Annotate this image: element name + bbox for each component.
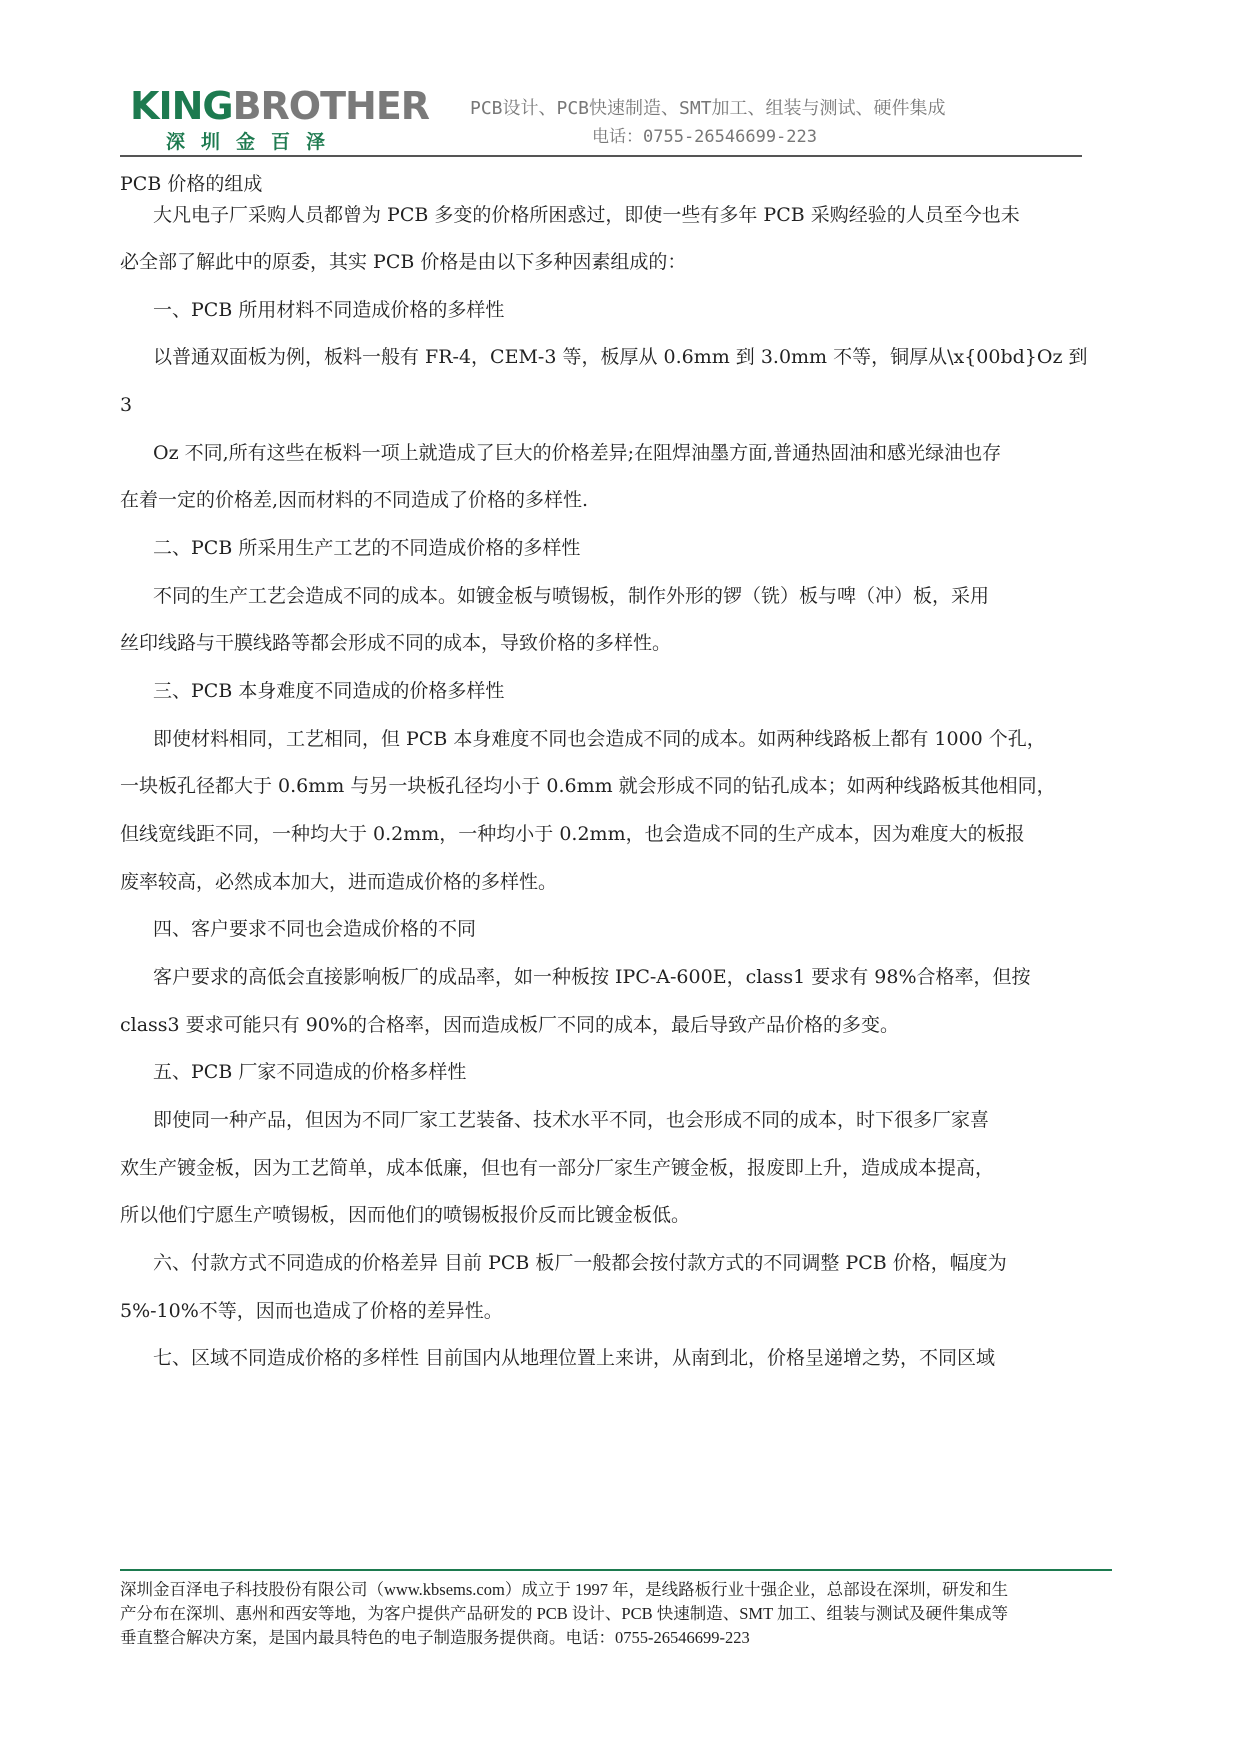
body-line: 客户要求的高低会直接影响板厂的成品率，如一种板按 IPC-A-600E，class1 要求有 98%合格率，但按 — [153, 966, 1031, 988]
body-line: 必全部了解此中的原委，其实 PCB 价格是由以下多种因素组成的： — [120, 251, 687, 273]
header-phone: 电话：0755-26546699-223 — [592, 127, 817, 147]
document-title: PCB 价格的组成 — [120, 173, 263, 195]
body-line: 即使同一种产品，但因为不同厂家工艺装备、技术水平不同，也会形成不同的成本，时下很多厂家喜 — [153, 1109, 990, 1131]
body-line: 3 — [120, 394, 133, 416]
body-line: 大凡电子厂采购人员都曾为 PCB 多变的价格所困惑过，即使一些有多年 PCB 采购经验的人员至今也未 — [153, 204, 1020, 226]
section-heading: 三、PCB 本身难度不同造成的价格多样性 — [153, 680, 505, 702]
body-line: 丝印线路与干膜线路等都会形成不同的成本，导致价格的多样性。 — [120, 632, 672, 654]
body-line: 在着一定的价格差,因而材料的不同造成了价格的多样性. — [120, 489, 589, 511]
logo-brother-text: BROTHER — [232, 84, 430, 128]
section-heading: 七、区域不同造成价格的多样性 目前国内从地理位置上来讲，从南到北，价格呈递增之势，不同区域 — [153, 1347, 996, 1369]
company-logo — [130, 84, 430, 154]
logo-king-text: KING — [130, 84, 233, 128]
footer-line: 垂直整合解决方案，是国内最具特色的电子制造服务提供商。电话：0755-26546699-223 — [120, 1628, 750, 1647]
body-line: 不同的生产工艺会造成不同的成本。如镀金板与喷锡板，制作外形的锣（铣）板与啤（冲）板，采用 — [153, 585, 990, 607]
body-line: 所以他们宁愿生产喷锡板，因而他们的喷锡板报价反而比镀金板低。 — [120, 1204, 691, 1226]
footer-divider — [120, 1569, 1112, 1571]
section-heading: 五、PCB 厂家不同造成的价格多样性 — [153, 1061, 467, 1083]
body-line: 一块板孔径都大于 0.6mm 与另一块板孔径均小于 0.6mm 就会形成不同的钻孔成本；如两种线路板其他相同， — [120, 775, 1056, 797]
section-heading: 一、PCB 所用材料不同造成价格的多样性 — [153, 299, 505, 321]
page-footer — [120, 1578, 1120, 1650]
body-line: 欢生产镀金板，因为工艺简单，成本低廉，但也有一部分厂家生产镀金板，报废即上升，造成成本提高， — [120, 1157, 995, 1179]
header-divider — [120, 155, 1082, 157]
page-header — [0, 0, 1241, 160]
footer-line: 深圳金百泽电子科技股份有限公司（www.kbsems.com）成立于 1997 年，是线路板行业十强企业，总部设在深圳，研发和生 — [120, 1580, 1009, 1599]
logo-wordmark — [130, 84, 430, 128]
body-line: Oz 不同,所有这些在板料一项上就造成了巨大的价格差异;在阻焊油墨方面,普通热固油和感光绿油也存 — [153, 442, 1002, 464]
section-heading: 六、付款方式不同造成的价格差异 目前 PCB 板厂一般都会按付款方式的不同调整 PCB 价格，幅度为 — [153, 1252, 1007, 1274]
footer-line: 产分布在深圳、惠州和西安等地，为客户提供产品研发的 PCB 设计、PCB 快速制造、SMT 加工、组装与测试及硬件集成等 — [120, 1604, 1009, 1623]
body-line: 即使材料相同，工艺相同，但 PCB 本身难度不同也会造成不同的成本。如两种线路板上都有 1000 个孔， — [153, 728, 1046, 750]
body-line: 5%-10%不等，因而也造成了价格的差异性。 — [120, 1300, 503, 1322]
header-tagline: PCB设计、PCB快速制造、SMT加工、组装与测试、硬件集成 — [470, 98, 946, 119]
section-heading: 二、PCB 所采用生产工艺的不同造成价格的多样性 — [153, 537, 581, 559]
body-line: class3 要求可能只有 90%的合格率，因而造成板厂不同的成本，最后导致产品价格的多变。 — [120, 1014, 899, 1036]
body-line: 以普通双面板为例，板料一般有 FR-4，CEM-3 等，板厚从 0.6mm 到 3.0mm 不等，铜厚从\x{00bd}Oz 到 — [153, 346, 1088, 368]
body-line: 但线宽线距不同，一种均大于 0.2mm，一种均小于 0.2mm，也会造成不同的生产成本，因为难度大的板报 — [120, 823, 1025, 845]
body-line: 废率较高，必然成本加大，进而造成价格的多样性。 — [120, 871, 558, 893]
logo-chinese-name: 深圳金百泽 — [166, 131, 342, 153]
section-heading: 四、客户要求不同也会造成价格的不同 — [153, 918, 477, 940]
